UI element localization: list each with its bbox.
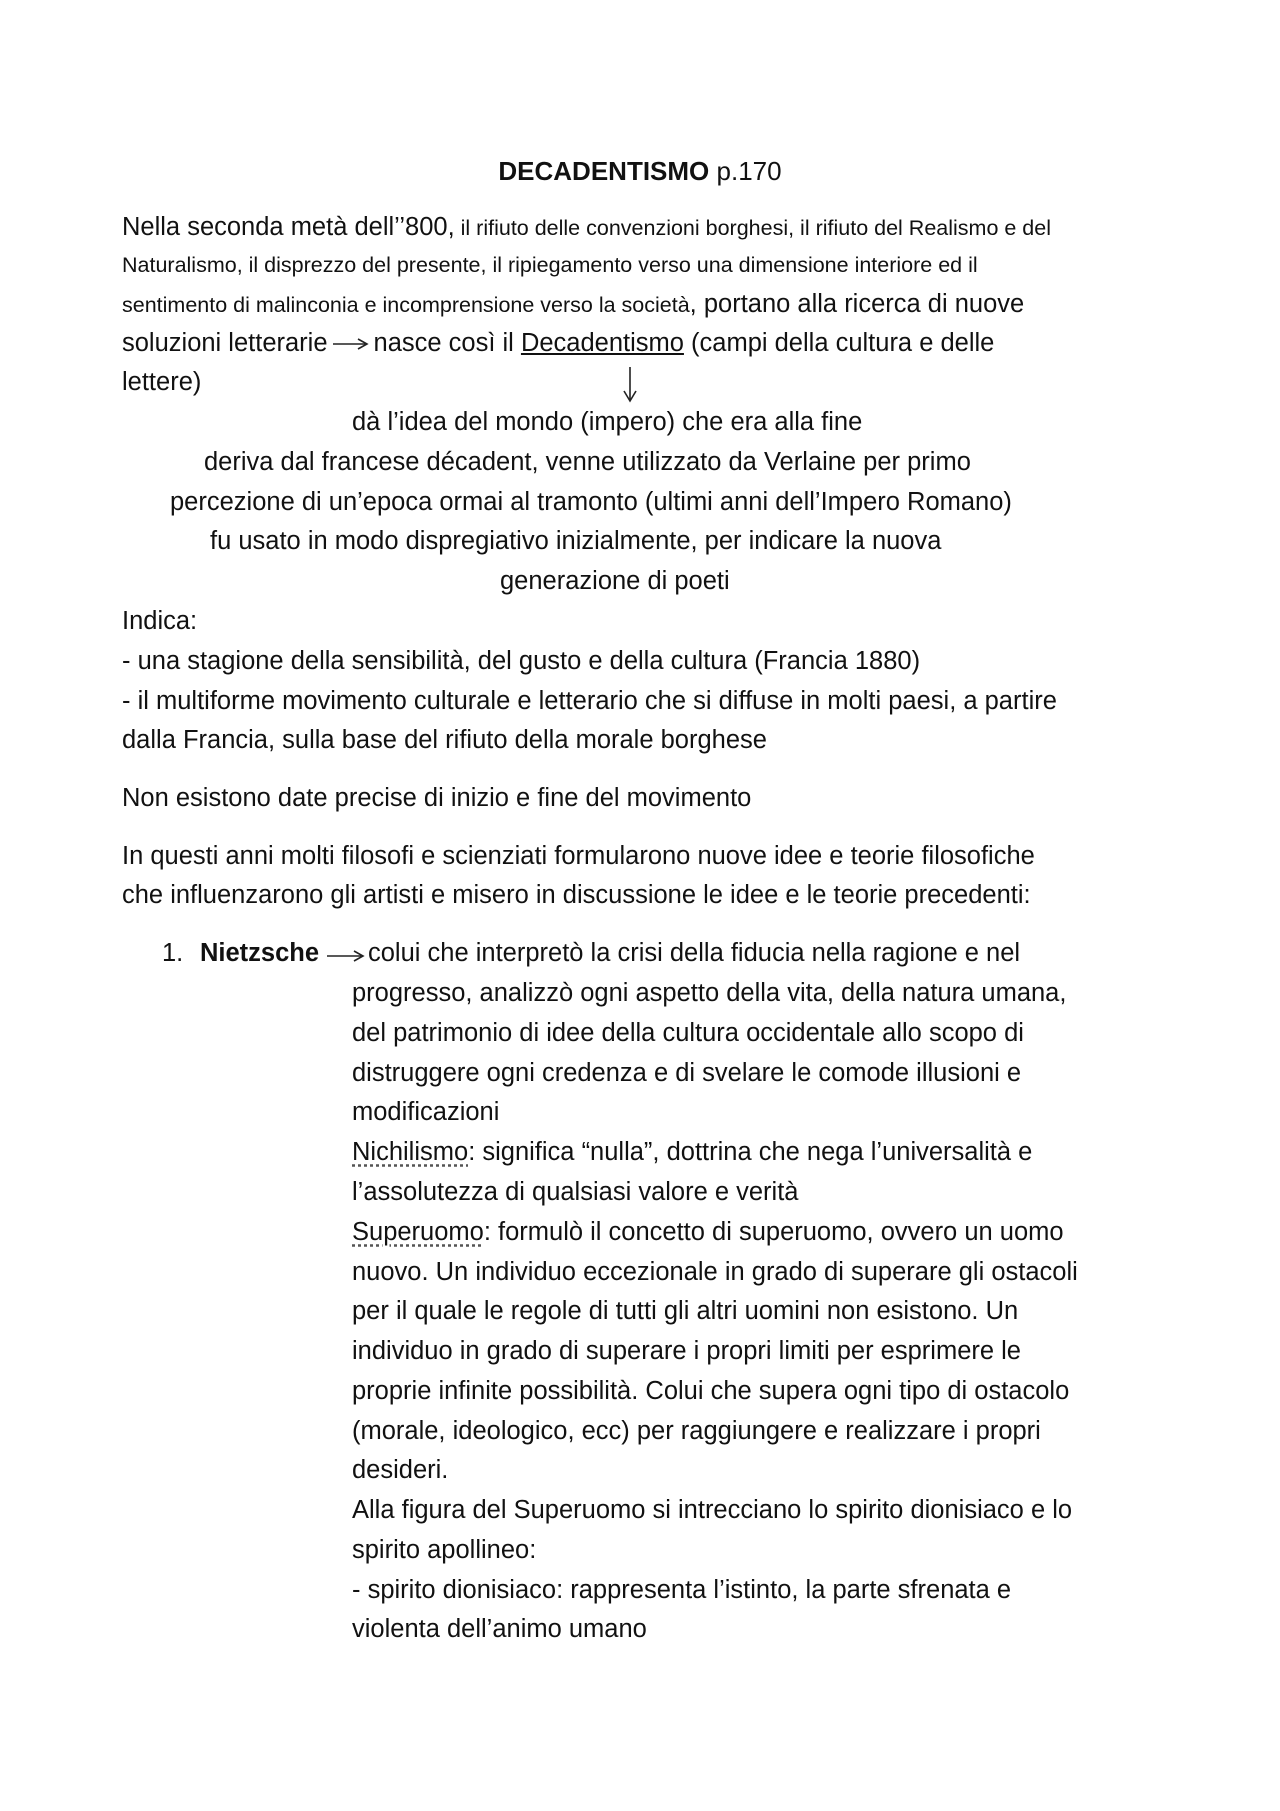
arrow-down-icon <box>622 366 638 404</box>
nichilismo-term: Nichilismo <box>352 1138 469 1166</box>
intro-line-1: Nella seconda metà dell’’800, il rifiuto delle convenzioni borghesi, il rifiuto del Realismo e del <box>122 213 1052 241</box>
philo-line-1: In questi anni molti filosofi e scienziati formularono nuove idee e teorie filosofiche <box>122 842 1035 870</box>
arrow-right-icon <box>326 949 366 963</box>
title-page-ref: p.170 <box>709 156 782 186</box>
meaning-line-1: dà l’idea del mondo (impero) che era alla fine <box>352 408 863 436</box>
indica-item-1: - una stagione della sensibilità, del gusto e della cultura (Francia 1880) <box>122 647 921 675</box>
superuomo-line-8: Alla figura del Superuomo si intrecciano lo spirito dionisiaco e lo <box>352 1496 1073 1524</box>
meaning-line-2: deriva dal francese décadent, venne utilizzato da Verlaine per primo <box>204 448 971 476</box>
indica-item-2a: - il multiforme movimento culturale e letterario che si diffuse in molti paesi, a partire <box>122 687 1057 715</box>
intro-line-5: lettere) <box>122 368 202 396</box>
superuomo-line-10: - spirito dionisiaco: rappresenta l’istinto, la parte sfrenata e <box>352 1576 1012 1604</box>
intro-line-2: Naturalismo, il disprezzo del presente, il ripiegamento verso una dimensione interiore ed il <box>122 253 978 277</box>
intro-line-4: soluzioni letterarie nasce così il Decadentismo (campi della cultura e delle <box>122 329 995 357</box>
nietzsche-line-1: colui che interpretò la crisi della fiducia nella ragione e nel <box>368 939 1021 967</box>
nichilismo-line-1: Nichilismo: significa “nulla”, dottrina che nega l’universalità e <box>352 1138 1033 1166</box>
intro-line-3: sentimento di malinconia e incomprensione verso la società, portano alla ricerca di nuove <box>122 290 1025 318</box>
superuomo-line-11: violenta dell’animo umano <box>352 1615 647 1643</box>
superuomo-line-3: per il quale le regole di tutti gli altri uomini non esistono. Un <box>352 1297 1019 1325</box>
nichilismo-line-2: l’assolutezza di qualsiasi valore e verità <box>352 1178 799 1206</box>
meaning-line-3: percezione di un’epoca ormai al tramonto (ultimi anni dell’Impero Romano) <box>170 488 1012 516</box>
superuomo-line-5: proprie infinite possibilità. Colui che supera ogni tipo di ostacolo <box>352 1377 1070 1405</box>
superuomo-line-6: (morale, ideologico, ecc) per raggiungere e realizzare i propri <box>352 1417 1041 1445</box>
nietzsche-line-3: del patrimonio di idee della cultura occidentale allo scopo di <box>352 1019 1024 1047</box>
nietzsche-name: Nietzsche <box>200 939 320 967</box>
superuomo-line-9: spirito apollineo: <box>352 1536 537 1564</box>
indica-item-2b: dalla Francia, sulla base del rifiuto della morale borghese <box>122 726 767 754</box>
meaning-line-4: fu usato in modo dispregiativo inizialmente, per indicare la nuova <box>210 527 942 555</box>
page-title <box>0 156 1280 186</box>
dates-paragraph: Non esistono date precise di inizio e fine del movimento <box>122 784 752 812</box>
superuomo-term: Superuomo <box>352 1218 484 1246</box>
nietzsche-line-5: modificazioni <box>352 1098 500 1126</box>
meaning-line-5: generazione di poeti <box>500 567 730 595</box>
superuomo-line-2: nuovo. Un individuo eccezionale in grado di superare gli ostacoli <box>352 1258 1078 1286</box>
superuomo-line-4: individuo in grado di superare i propri limiti per esprimere le <box>352 1337 1021 1365</box>
superuomo-line-7: desideri. <box>352 1456 449 1484</box>
nietzsche-line-2: progresso, analizzò ogni aspetto della vita, della natura umana, <box>352 979 1067 1007</box>
title-bold: DECADENTISMO <box>498 156 710 186</box>
philo-line-2: che influenzarono gli artisti e misero in discussione le idee e le teorie precedenti: <box>122 881 1031 909</box>
nietzsche-line-4: distruggere ogni credenza e di svelare le comode illusioni e <box>352 1059 1022 1087</box>
indica-label: Indica: <box>122 607 198 635</box>
list-number: 1. <box>162 939 184 967</box>
superuomo-line-1: Superuomo: formulò il concetto di superuomo, ovvero un uomo <box>352 1218 1064 1246</box>
arrow-right-icon <box>332 337 370 351</box>
decadentismo-term: Decadentismo <box>520 329 684 357</box>
